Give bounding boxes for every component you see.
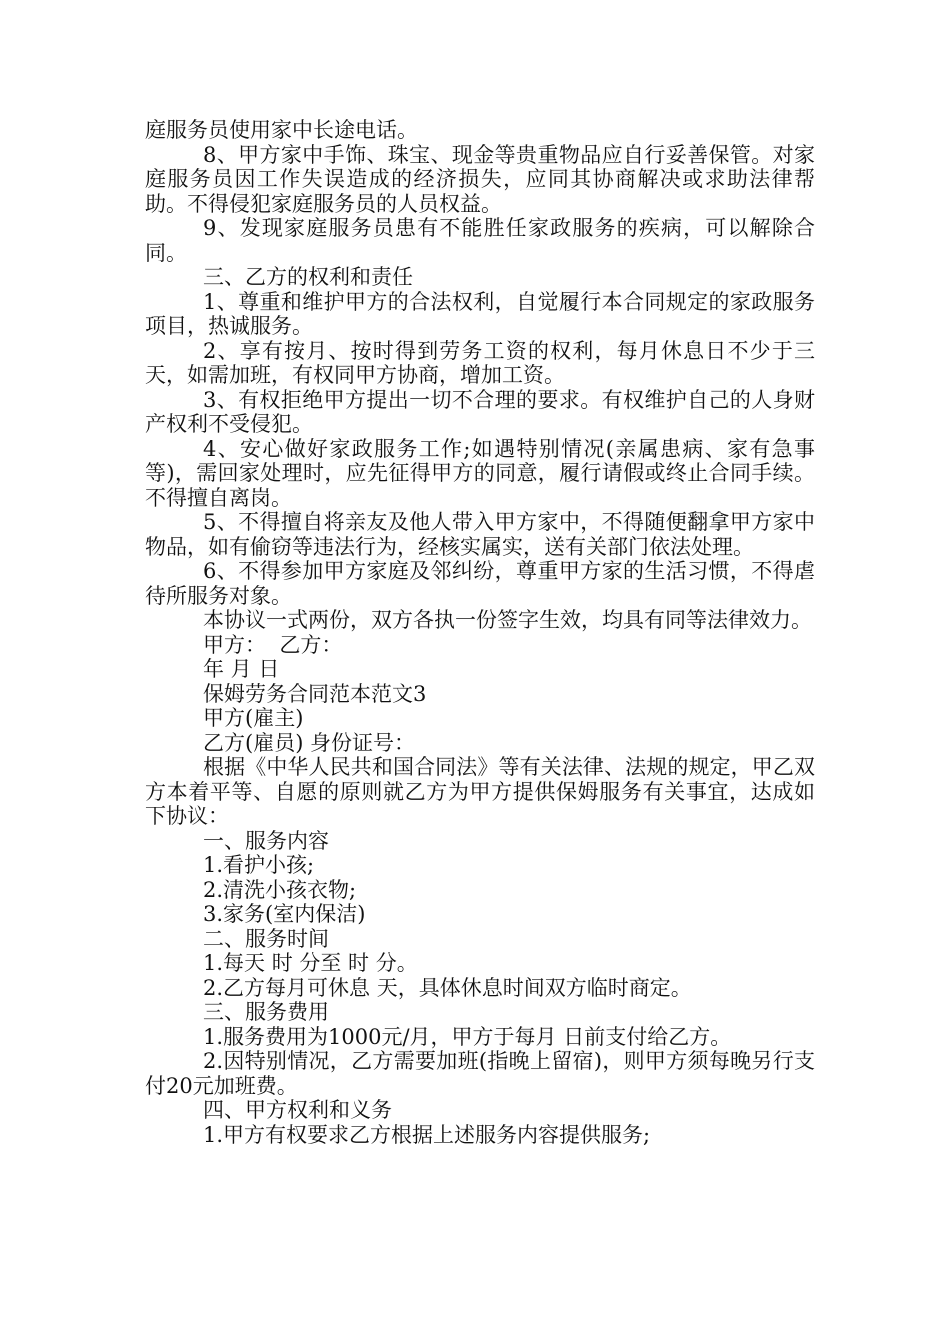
paragraph: 9、发现家庭服务员患有不能胜任家政服务的疾病，可以解除合同。	[145, 216, 815, 265]
list-item: 1.看护小孩;	[203, 853, 315, 877]
paragraph: 5、不得擅自将亲友及他人带入甲方家中，不得随便翻拿甲方家中物品，如有偷窃等违法行为，经核实属实，送有关部门依法处理。	[145, 510, 815, 559]
paragraph: 庭服务员使用家中长途电话。	[145, 118, 418, 142]
section-heading: 四、甲方权利和义务	[203, 1098, 392, 1122]
paragraph: 6、不得参加甲方家庭及邻纠纷，尊重甲方家的生活习惯，不得虐待所服务对象。	[145, 559, 815, 608]
section-heading: 一、服务内容	[203, 828, 329, 853]
list-item: 2.清洗小孩衣物;	[203, 877, 357, 902]
party-b-line: 乙方(雇员) 身份证号：	[203, 730, 416, 755]
paragraph: 2、享有按月、按时得到劳务工资的权利，每月休息日不少于三天，如需加班，有权同甲方协商，增加工资。	[145, 338, 815, 387]
date-line: 年 月 日	[203, 657, 280, 681]
party-a-line: 甲方(雇主)	[203, 706, 304, 730]
list-item: 1.甲方有权要求乙方根据上述服务内容提供服务;	[203, 1122, 651, 1147]
list-item: 1.服务费用为1000元/月，甲方于每月 日前支付给乙方。	[203, 1024, 732, 1049]
list-item: 3.家务(室内保洁)	[203, 902, 366, 926]
paragraph: 1、尊重和维护甲方的合法权利，自觉履行本合同规定的家政服务项目，热诚服务。	[145, 289, 815, 338]
signature-line: 甲方： 乙方：	[203, 632, 343, 657]
list-item: 2.乙方每月可休息 天，具体休息时间双方临时商定。	[203, 975, 692, 1000]
paragraph: 8、甲方家中手饰、珠宝、现金等贵重物品应自行妥善保管。对家庭服务员因工作失误造成的经济损失，应同其协商解决或求助法律帮助。不得侵犯家庭服务员的人员权益。	[145, 142, 815, 216]
section-heading: 三、乙方的权利和责任	[203, 265, 413, 289]
paragraph: 根据《中华人民共和国合同法》等有关法律、法规的规定，甲乙双方本着平等、自愿的原则就乙方为甲方提供保姆服务有关事宜，达成如下协议：	[145, 755, 815, 828]
list-item: 2.因特别情况，乙方需要加班(指晚上留宿)，则甲方须每晚另行支付20元加班费。	[145, 1049, 815, 1098]
section-heading: 二、服务时间	[203, 926, 329, 951]
paragraph: 4、安心做好家政服务工作;如遇特别情况(亲属患病、家有急事等)，需回家处理时，应先征得甲方的同意，履行请假或终止合同手续。不得擅自离岗。	[145, 436, 815, 510]
paragraph: 3、有权拒绝甲方提出一切不合理的要求。有权维护自己的人身财产权利不受侵犯。	[145, 387, 815, 436]
list-item: 1.每天 时 分至 时 分。	[203, 951, 418, 975]
paragraph: 本协议一式两份，双方各执一份签字生效，均具有同等法律效力。	[203, 608, 812, 632]
section-heading: 三、服务费用	[203, 1000, 329, 1024]
document-body	[145, 118, 815, 1147]
document-title: 保姆劳务合同范本范文3	[203, 681, 427, 706]
